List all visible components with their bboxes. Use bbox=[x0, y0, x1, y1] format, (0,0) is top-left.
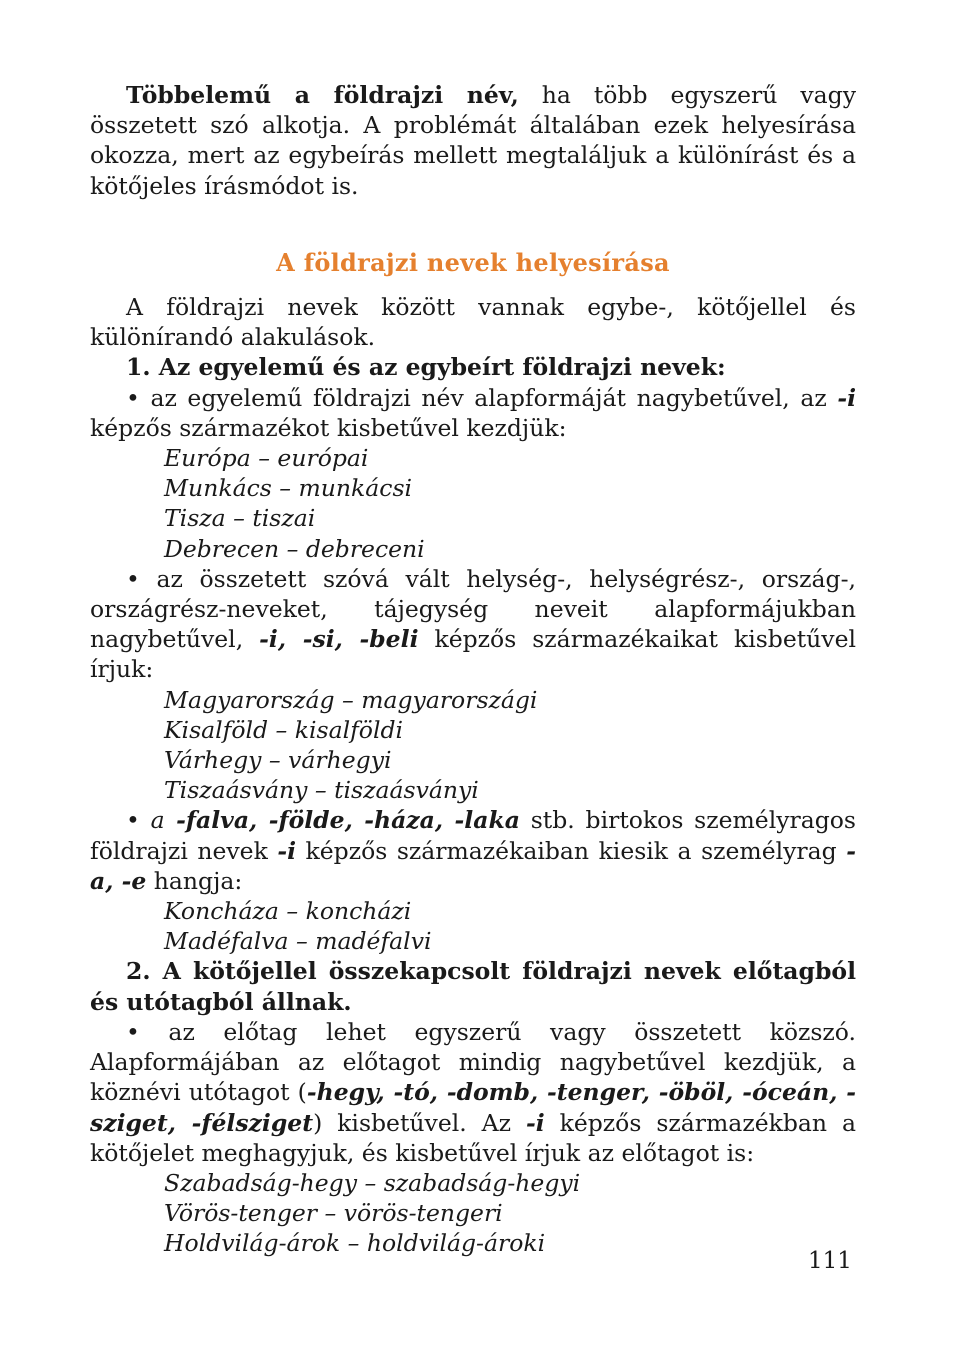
example-line: Magyarország – magyarországi bbox=[164, 685, 538, 714]
page-number: 111 bbox=[808, 1248, 852, 1274]
point1-bullet1 bbox=[90, 383, 856, 443]
section-intro: A földrajzi nevek között vannak egybe-, kötőjellel és különírandó alakulások. bbox=[90, 293, 856, 352]
example-line: Debrecen – debreceni bbox=[164, 534, 425, 563]
point1-bullet3-text3: hangja: bbox=[146, 866, 243, 895]
point1-heading bbox=[90, 352, 856, 382]
section-title: A földrajzi nevek helyesírása bbox=[276, 247, 670, 277]
example-line: Európa – európai bbox=[164, 444, 369, 473]
point2-bullet1-suffixes: -hegy, -tó, -domb, -tenger, -öböl, -óceán, -sziget, -félsziget bbox=[90, 1078, 856, 1137]
point1-bullet3-bullet: • bbox=[126, 806, 151, 835]
point2-heading-text: 2. A kötőjellel összekapcsolt földrajzi nevek előtagból és utótagból állnak. bbox=[90, 957, 856, 1016]
intro-bold-term: Többelemű a földrajzi név, bbox=[126, 81, 519, 109]
point1-bullet3 bbox=[90, 805, 856, 896]
point1-bullet2 bbox=[90, 564, 856, 685]
intro-text: ha több egyszerű vagy összetett szó alkotja. A problémát általában ezek helyesírása okozza, mert az egybeírás mellett megtaláljuk a különírást és a kötőjeles írásmódot is. bbox=[90, 81, 856, 200]
example-line: Koncháza – koncházi bbox=[164, 897, 412, 926]
point2-bullet1-text3: képzős származékban a kötőjelet meghagyjuk, és kisbetűvel írjuk az előtagot is: bbox=[90, 1108, 856, 1167]
point1-bullet3-text2: képzős származékaiban kiesik a személyrag bbox=[296, 836, 847, 865]
example-line: Vörös-tenger – vörös-tengeri bbox=[164, 1199, 503, 1228]
point1-bullet3-suffix-ae: -a, -e bbox=[90, 836, 856, 895]
point1-bullet3-text: stb. birtokos személyragos földrajzi nevek bbox=[90, 806, 856, 865]
point1-bullet2-suffixes: -i, -si, -beli bbox=[259, 625, 419, 654]
page-body bbox=[90, 80, 856, 1259]
point1-bullet2-text2: képzős származékaikat kisbetűvel írjuk: bbox=[90, 625, 857, 684]
example-line: Várhegy – várhegyi bbox=[164, 746, 392, 775]
point1-bullet2-text: • az összetett szóvá vált helység-, helységrész-, ország-, országrész-neveket, tájegység neveit alapformájukban nagybetűvel, bbox=[90, 564, 856, 654]
point2-bullet1-suffix-i: -i bbox=[525, 1108, 545, 1137]
example-line: Tisza – tiszai bbox=[164, 504, 316, 533]
point1-bullet3-suffix-i: -i bbox=[277, 836, 297, 865]
example-line: Madéfalva – madéfalvi bbox=[164, 927, 432, 956]
point1-bullet1-text2: képzős származékot kisbetűvel kezdjük: bbox=[90, 413, 567, 442]
point1-bullet3-suffixes: -falva, -földe, -háza, -laka bbox=[164, 806, 520, 835]
point1-heading-text: 1. Az egyelemű és az egybeírt földrajzi nevek: bbox=[126, 353, 726, 382]
example-line: Munkács – munkácsi bbox=[164, 474, 413, 503]
intro-paragraph bbox=[90, 80, 856, 201]
example-line: Szabadság-hegy – szabadság-hegyi bbox=[164, 1168, 581, 1197]
example-line: Tiszaásvány – tiszaásványi bbox=[164, 776, 479, 805]
point2-bullet1 bbox=[90, 1017, 856, 1168]
point1-bullet3-a: a bbox=[150, 806, 165, 835]
point1-bullet1-suffix: -i bbox=[837, 383, 856, 412]
point1-bullet1-text: • az egyelemű földrajzi név alapformáját nagybetűvel, az bbox=[126, 383, 838, 412]
point2-heading bbox=[90, 956, 856, 1016]
example-line: Holdvilág-árok – holdvilág-ároki bbox=[164, 1229, 546, 1258]
point2-bullet1-text2: ) kisbetűvel. Az bbox=[313, 1108, 526, 1137]
point2-bullet1-text: • az előtag lehet egyszerű vagy összetett közszó. Alapformájában az előtagot mindig nagybetűvel kezdjük, a köznévi utótagot ( bbox=[90, 1017, 856, 1107]
example-line: Kisalföld – kisalföldi bbox=[164, 715, 404, 744]
